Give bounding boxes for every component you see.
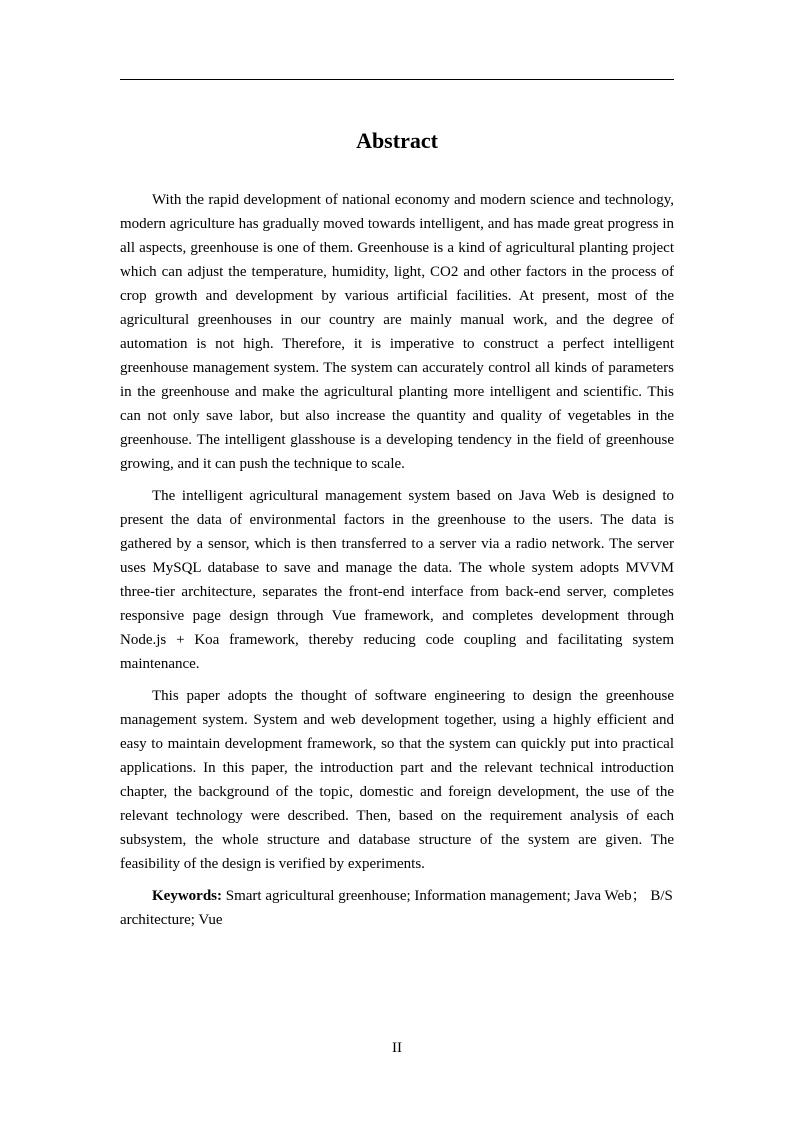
abstract-title: Abstract [356, 128, 438, 153]
abstract-paragraph-2: The intelligent agricultural management system based on Java Web is designed to present the data of environmental factors in the greenhouse to the users. The data is gathered by a sensor, which is then transferred to a server via a radio network. The server uses MySQL database to save and manage the data. The whole system adopts MVVM three-tier architecture, separates the front-end interface from back-end server, completes responsive page design through Vue framework, and completes development through Node.js + Koa framework, thereby reducing code coupling and facilitating system maintenance. [120, 488, 674, 672]
keywords-line [120, 884, 674, 932]
abstract-body [120, 188, 674, 932]
header-rule [120, 79, 674, 80]
page-number: II [392, 1040, 402, 1056]
keywords-text: Smart agricultural greenhouse; Information management; Java Web； B/S architecture; Vue [120, 888, 673, 928]
keywords-label: Keywords: [152, 888, 222, 904]
abstract-paragraph-3: This paper adopts the thought of software engineering to design the greenhouse management system. System and web development together, using a highly efficient and easy to maintain development framework, so that the system can quickly put into practical applications. In this paper, the introduction part and the relevant technical introduction chapter, the background of the topic, domestic and foreign development, the use of the relevant technology were described. Then, based on the requirement analysis of each subsystem, the whole structure and database structure of the system are given. The feasibility of the design is verified by experiments. [120, 688, 674, 872]
abstract-paragraph-1: With the rapid development of national economy and modern science and technology, modern agriculture has gradually moved towards intelligent, and has made great progress in all aspects, greenhouse is one of them. Greenhouse is a kind of agricultural planting project which can adjust the temperature, humidity, light, CO2 and other factors in the process of crop growth and development by various artificial facilities. At present, most of the agricultural greenhouses in our country are mainly manual work, and the degree of automation is not high. Therefore, it is imperative to construct a perfect intelligent greenhouse management system. The system can accurately control all kinds of parameters in the greenhouse and make the agricultural planting more intelligent and scientific. This can not only save labor, but also increase the quantity and quality of vegetables in the greenhouse. The intelligent glasshouse is a developing tendency in the field of greenhouse growing, and it can push the technique to scale. [120, 192, 674, 472]
